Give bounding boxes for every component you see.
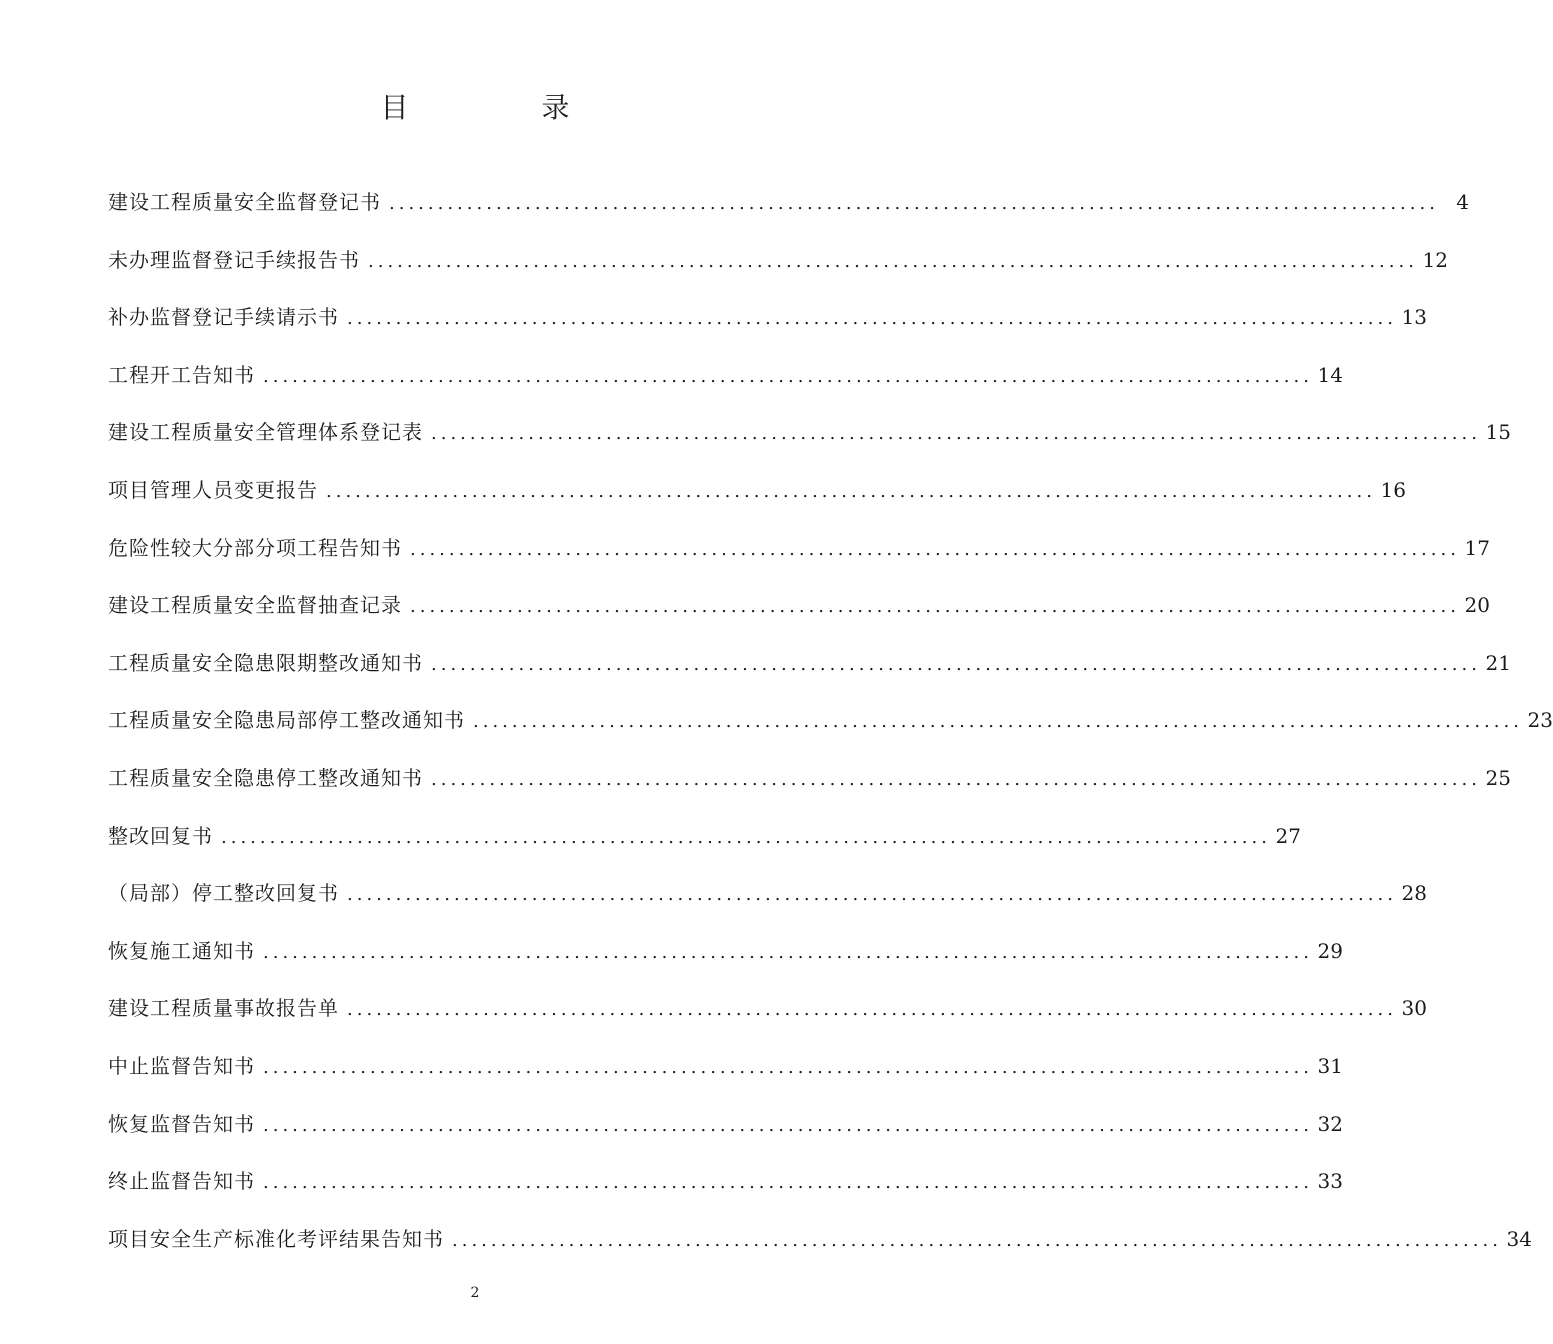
toc-entry[interactable]: [108, 931, 1343, 989]
toc-entry[interactable]: [108, 528, 1490, 586]
toc-entry-label: 工程质量安全隐患局部停工整改通知书: [108, 708, 465, 733]
toc-leader-dots: ............................................................................................................: [410, 596, 1460, 618]
toc-entry-page: 34: [1506, 1226, 1532, 1251]
toc-entry-page: 14: [1317, 362, 1343, 387]
toc-entry[interactable]: [108, 1161, 1343, 1219]
toc-entry[interactable]: [108, 412, 1511, 470]
toc-leader-dots: ............................................................................................................: [263, 941, 1313, 963]
toc-entry-page: 33: [1317, 1169, 1343, 1194]
toc-entry-page: 21: [1485, 650, 1511, 675]
toc-leader-dots: ............................................................................................................: [263, 365, 1313, 387]
toc-entry-page: 30: [1401, 996, 1427, 1021]
toc-entry[interactable]: [108, 297, 1427, 355]
toc-entry-page: 13: [1401, 305, 1427, 330]
toc-entry[interactable]: [108, 470, 1406, 528]
toc-leader-dots: ............................................................................................................: [452, 1229, 1502, 1251]
page-title: 目 录: [380, 91, 632, 124]
toc-entry-label: 项目管理人员变更报告: [108, 477, 318, 502]
toc-leader-dots: ............................................................................................................: [263, 1114, 1313, 1136]
toc-entry[interactable]: [108, 355, 1343, 413]
toc-entry-label: 恢复监督告知书: [108, 1111, 255, 1136]
toc-entry[interactable]: [108, 873, 1427, 931]
toc-entry-label: （局部）停工整改回复书: [108, 881, 339, 906]
toc-entry-label: 未办理监督登记手续报告书: [108, 247, 360, 272]
toc-entry-label: 工程质量安全隐患限期整改通知书: [108, 650, 423, 675]
toc-entry-label: 中止监督告知书: [108, 1053, 255, 1078]
toc-leader-dots: ............................................................................................................: [263, 1172, 1313, 1194]
toc-entry-label: 整改回复书: [108, 823, 213, 848]
toc-leader-dots: ............................................................................................................: [368, 250, 1418, 272]
toc-entry-page: 23: [1527, 708, 1553, 733]
toc-entry-page: 16: [1380, 477, 1406, 502]
toc-entry-label: 危险性较大分部分项工程告知书: [108, 535, 402, 560]
toc-entry-label: 建设工程质量事故报告单: [108, 996, 339, 1021]
toc-entry[interactable]: [108, 758, 1511, 816]
toc-leader-dots: ............................................................................................................: [389, 193, 1439, 214]
toc-leader-dots: ............................................................................................................: [473, 711, 1523, 733]
toc-leader-dots: ............................................................................................................: [347, 308, 1397, 330]
toc-entry-page: 31: [1317, 1053, 1343, 1078]
toc-entry-label: 建设工程质量安全监督抽查记录: [108, 593, 402, 618]
toc-leader-dots: ............................................................................................................: [326, 480, 1376, 502]
toc-entry-page: 12: [1422, 247, 1448, 272]
page-number: 2: [470, 1285, 480, 1301]
toc-entry-label: 终止监督告知书: [108, 1169, 255, 1194]
table-of-contents: [108, 182, 1553, 1276]
toc-entry-label: 项目安全生产标准化考评结果告知书: [108, 1226, 444, 1251]
toc-leader-dots: ............................................................................................................: [347, 884, 1397, 906]
toc-entry-label: 工程质量安全隐患停工整改通知书: [108, 765, 423, 790]
toc-entry-page: 15: [1485, 420, 1511, 445]
toc-entry[interactable]: [108, 988, 1427, 1046]
toc-leader-dots: ............................................................................................................: [263, 1056, 1313, 1078]
toc-entry-label: 补办监督登记手续请示书: [108, 305, 339, 330]
toc-entry[interactable]: [108, 1104, 1343, 1162]
toc-leader-dots: ............................................................................................................: [410, 538, 1460, 560]
toc-leader-dots: ............................................................................................................: [431, 768, 1481, 790]
toc-leader-dots: ............................................................................................................: [221, 826, 1271, 848]
toc-entry[interactable]: [108, 585, 1490, 643]
toc-entry-page: 4: [1456, 190, 1469, 214]
toc-entry-page: 25: [1485, 765, 1511, 790]
toc-entry-page: 32: [1317, 1111, 1343, 1136]
toc-entry[interactable]: [108, 182, 1469, 240]
toc-entry-page: 20: [1464, 593, 1490, 618]
toc-leader-dots: ............................................................................................................: [431, 423, 1481, 445]
toc-entry-page: 27: [1275, 823, 1301, 848]
toc-entry-page: 29: [1317, 938, 1343, 963]
toc-entry-page: 17: [1464, 535, 1490, 560]
toc-entry-label: 工程开工告知书: [108, 362, 255, 387]
toc-entry-page: 28: [1401, 881, 1427, 906]
toc-entry[interactable]: [108, 1219, 1532, 1277]
toc-entry-label: 恢复施工通知书: [108, 938, 255, 963]
toc-entry[interactable]: [108, 816, 1301, 874]
toc-entry[interactable]: [108, 1046, 1343, 1104]
toc-leader-dots: ............................................................................................................: [431, 653, 1481, 675]
toc-entry[interactable]: [108, 240, 1448, 298]
toc-entry[interactable]: [108, 700, 1553, 758]
toc-entry-label: 建设工程质量安全管理体系登记表: [108, 420, 423, 445]
toc-entry[interactable]: [108, 643, 1511, 701]
toc-entry-label: 建设工程质量安全监督登记书: [108, 190, 381, 214]
toc-leader-dots: ............................................................................................................: [347, 999, 1397, 1021]
